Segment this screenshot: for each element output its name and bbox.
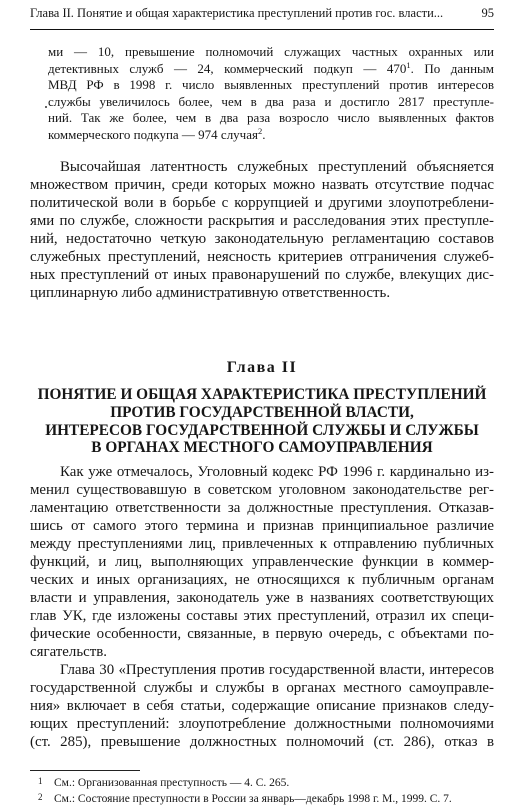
text-line: ния» включает в себя статьи, содержащие описание признаков следу- [30,697,494,714]
statistics-block [30,44,494,144]
chapter-title-line: ИНТЕРЕСОВ ГОСУДАРСТВЕННОЙ СЛУЖБЫ И СЛУЖБЫ [45,421,479,439]
chapter-title-line: ПРОТИВ ГОСУДАРСТВЕННОЙ ВЛАСТИ, [110,403,414,421]
text-line: службы увеличилось более, чем в два раза и достигло 2817 преступле- [48,93,494,109]
footnote-rule [30,770,140,771]
text-line: ческих и иных организациях, не относящихся к публичным органам [30,571,494,588]
chapter-title [30,386,494,457]
text-line: ных преступлений от иных правонарушений по службе, влекущих дис- [30,266,494,283]
footnote-ref: 2 [257,125,263,136]
header-rule [30,29,494,30]
chapter-title-line: ПОНЯТИЕ И ОБЩАЯ ХАРАКТЕРИСТИКА ПРЕСТУПЛЕНИЙ [37,386,487,403]
footnote-mark: 2 [38,791,43,802]
chapter-title-line: В ОРГАНАХ МЕСТНОГО САМОУПРАВЛЕНИЯ [91,439,433,457]
footnote-text: См.: Организованная преступность — 4. С. 265. [54,777,290,789]
text-line: множеством причин, среди которых можно назвать отсутствие подчас [30,176,494,193]
page-number: 95 [481,6,494,20]
footnote-text: См.: Состояние преступности в России за январь—декабрь 1998 г. М., 1999. С. 7. [54,792,452,805]
text-line: ями по службе, сложности раскрытия и расследования этих преступле- [30,212,494,229]
text-line [30,61,494,78]
text-line: Как уже отмечалось, Уголовный кодекс РФ 1996 г. кардинально из- [60,464,494,480]
footnotes [30,776,494,807]
text-line: глав УК, где изложены составы этих преступлений, отразил их специ- [30,607,494,624]
text-line: ний, недостаточно четкую законодательную регламентацию составов [30,230,494,247]
chapter-label: Глава II [226,359,298,376]
running-header-title: Глава II. Понятие и общая характеристика преступлений против гос. власти... [30,6,444,20]
text-line: (ст. 285), превышение должностных полномочий (ст. 286), отказ в [30,733,494,750]
text-line: ми — 10, превышение полномочий служащих частных охранных или [48,44,494,59]
footnote [30,792,494,808]
text-line: ющих преступлений: злоупотребление должностными полномочиями [30,715,494,732]
text-line: государственной службы и службы в органах местного самоуправле- [30,679,494,696]
text-run: . По данным [410,60,495,76]
text-line: ламентацию ответственности за должностные преступления. Отказав- [30,499,494,516]
paragraph [30,159,494,303]
running-header [30,6,494,26]
text-line: власти и управления, законодатель уже в названиях соответствующих [30,589,494,606]
text-line: между преступлениями лиц, привлеченных к отправлению публичных [30,535,494,552]
text-line: политической воли в борьбе с коррупцией и другими злоупотреблени- [30,194,494,211]
text-line: служебных преступлений, неясность критериев отграничения служеб- [30,248,494,265]
text-line: менил существовавшую в советском уголовном законодательстве рег- [30,481,494,498]
text-run: коммерческого подкупа — 974 случая [48,126,258,142]
footnote-ref: 1 [406,59,411,70]
paragraph [30,464,494,661]
text-run: детективных служб — 24, коммерческий подкуп — 470 [48,60,407,76]
text-line: МВД РФ в 1998 г. число выявленных преступлений против интересов [48,77,494,93]
chapter-heading [30,359,494,377]
text-line: ний. Так же более, чем в два раза возросло число выявленных фактов [48,110,494,126]
footnote [30,776,494,792]
text-line: фические особенности, связанные, в первую очередь, с объектами по- [30,625,494,642]
text-line [30,127,494,144]
text-line: Глава 30 «Преступления против государственной власти, интересов [60,662,494,678]
paragraph [30,662,494,752]
text-line: циплинарную либо административную ответственность. [30,284,391,301]
text-line: Высочайшая латентность служебных преступлений объясняется [60,159,494,175]
text-line: шись от самого этого термина и признав принципиальное различие [30,517,494,534]
text-line: функций, и лиц, выполняющих управленческие функции в коммер- [30,553,494,570]
text-run: . [262,126,266,142]
text-line: сягательств. [30,643,107,660]
footnote-mark: 1 [38,776,43,786]
